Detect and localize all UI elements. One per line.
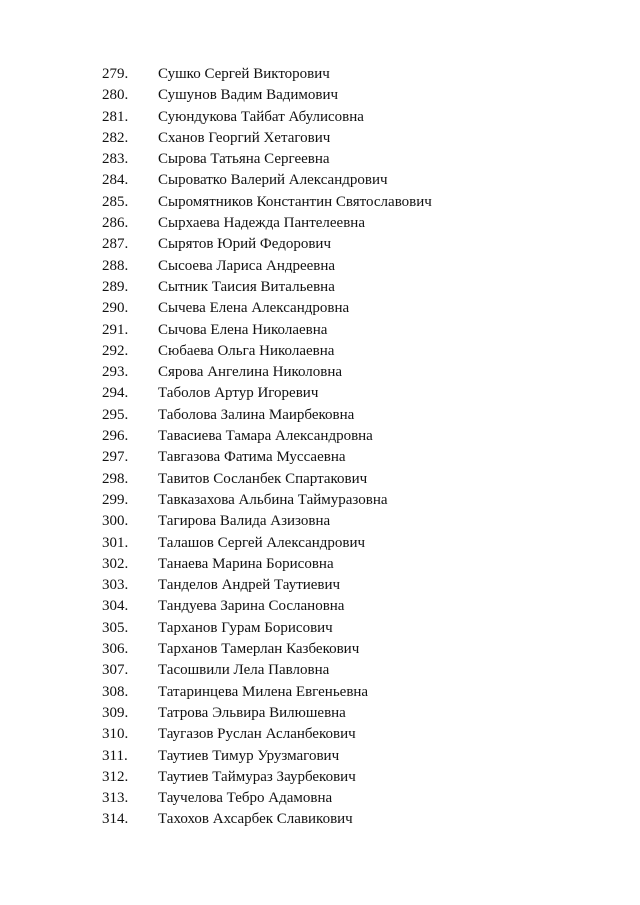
entry-number: 284. — [102, 172, 129, 189]
entry-name: Тагирова Валида Азизовна — [158, 513, 331, 530]
entry-name: Сушко Сергей Викторович — [158, 66, 330, 82]
entry-number: 292. — [102, 342, 129, 359]
list-item — [102, 234, 432, 255]
list-item — [102, 660, 432, 681]
entry-number: 307. — [102, 662, 129, 679]
list-item — [102, 788, 432, 809]
entry-name: Суюндукова Тайбат Абулисовна — [158, 108, 364, 125]
list-item — [102, 192, 432, 213]
entry-name: Сысоева Лариса Андреевна — [158, 257, 336, 274]
list-item — [102, 405, 432, 426]
entry-number: 285. — [102, 193, 129, 210]
entry-name: Тандуева Зарина Сослановна — [158, 598, 345, 615]
list-item — [102, 362, 432, 383]
entry-name: Тахохов Ахсарбек Славикович — [158, 811, 353, 828]
entry-number: 296. — [102, 428, 129, 445]
entry-name: Татрова Эльвира Вилюшевна — [158, 704, 346, 721]
list-item — [102, 596, 432, 617]
list-item — [102, 533, 432, 554]
entry-number: 305. — [102, 619, 129, 636]
entry-number: 302. — [102, 555, 129, 572]
entry-name: Сытник Таисия Витальевна — [158, 278, 335, 295]
list-item — [102, 746, 432, 767]
list-item — [102, 490, 432, 511]
entry-name: Татаринцева Милена Евгеньевна — [158, 683, 369, 700]
entry-name: Талашов Сергей Александрович — [158, 534, 366, 551]
entry-name: Тавгазова Фатима Муссаевна — [158, 449, 346, 466]
entry-number: 303. — [102, 577, 129, 594]
entry-number: 295. — [102, 406, 129, 423]
list-item — [102, 85, 432, 106]
entry-number: 286. — [102, 215, 129, 232]
entry-name: Танделов Андрей Таутиевич — [158, 577, 341, 594]
list-item — [102, 426, 432, 447]
entry-number: 310. — [102, 726, 129, 743]
list-item — [102, 469, 432, 490]
entry-number: 308. — [102, 683, 129, 700]
list-item — [102, 277, 432, 298]
entry-name: Сюбаева Ольга Николаевна — [158, 342, 335, 359]
entry-number: 283. — [102, 151, 129, 168]
entry-name: Сыроватко Валерий Александрович — [158, 172, 388, 189]
list-item — [102, 213, 432, 234]
entry-name: Тавасиева Тамара Александровна — [158, 428, 373, 445]
entry-number: 289. — [102, 278, 129, 295]
entry-name: Таутиев Тимур Урузмагович — [158, 747, 340, 764]
list-item — [102, 618, 432, 639]
entry-name: Сушунов Вадим Вадимович — [158, 87, 339, 104]
list-item — [102, 703, 432, 724]
entry-number: 313. — [102, 790, 129, 807]
entry-name: Таболов Артур Игоревич — [158, 385, 319, 402]
list-item — [102, 724, 432, 745]
list-item — [102, 682, 432, 703]
entry-name: Тавитов Сосланбек Спартакович — [158, 470, 368, 487]
entry-number: 290. — [102, 300, 129, 317]
entry-name: Тарханов Тамерлан Казбекович — [158, 641, 360, 658]
entry-number: 297. — [102, 449, 129, 466]
entry-number: 309. — [102, 704, 129, 721]
entry-name: Сханов Георгий Хетагович — [158, 129, 331, 146]
list-item — [102, 298, 432, 319]
entry-name: Сыромятников Константин Святославович — [158, 193, 432, 210]
entry-number: 299. — [102, 491, 129, 508]
entry-name: Тарханов Гурам Борисович — [158, 619, 333, 636]
list-item — [102, 149, 432, 170]
entry-name: Таболова Залина Маирбековна — [158, 406, 355, 423]
list-item — [102, 320, 432, 341]
numbered-name-list — [102, 64, 432, 831]
entry-name: Сырятов Юрий Федорович — [158, 236, 331, 253]
entry-number: 293. — [102, 364, 129, 381]
entry-name: Сырова Татьяна Сергеевна — [158, 151, 330, 168]
entry-name: Тасошвили Лела Павловна — [158, 662, 330, 679]
entry-number: 281. — [102, 108, 129, 125]
list-item — [102, 341, 432, 362]
list-item — [102, 767, 432, 788]
entry-number: 312. — [102, 768, 129, 785]
entry-name: Тавказахова Альбина Таймуразовна — [158, 491, 388, 508]
entry-number: 304. — [102, 598, 129, 615]
entry-name: Танаева Марина Борисовна — [158, 555, 334, 572]
entry-number: 314. — [102, 811, 129, 828]
entry-name: Таугазов Руслан Асланбекович — [158, 726, 356, 743]
entry-name: Таучелова Тебро Адамовна — [158, 790, 333, 807]
entry-name: Сярова Ангелина Николовна — [158, 364, 343, 381]
list-item — [102, 639, 432, 660]
list-item — [102, 128, 432, 149]
entry-name: Сычева Елена Александровна — [158, 300, 350, 317]
entry-number: 301. — [102, 534, 129, 551]
list-item — [102, 107, 432, 128]
entry-number: 311. — [102, 747, 128, 764]
entry-number: 279. — [102, 66, 129, 82]
entry-number: 306. — [102, 641, 129, 658]
list-item — [102, 511, 432, 532]
entry-number: 280. — [102, 87, 129, 104]
list-item — [102, 256, 432, 277]
entry-number: 298. — [102, 470, 129, 487]
list-item — [102, 554, 432, 575]
list-item — [102, 64, 432, 85]
entry-number: 287. — [102, 236, 129, 253]
entry-name: Сычова Елена Николаевна — [158, 321, 328, 338]
list-item — [102, 170, 432, 191]
entry-number: 291. — [102, 321, 129, 338]
list-item — [102, 447, 432, 468]
list-item — [102, 575, 432, 596]
entry-number: 294. — [102, 385, 129, 402]
list-item — [102, 809, 432, 830]
list-item — [102, 383, 432, 404]
entry-name: Сырхаева Надежда Пантелеевна — [158, 215, 365, 232]
entry-name: Таутиев Таймураз Заурбекович — [158, 768, 356, 785]
entry-number: 288. — [102, 257, 129, 274]
entry-number: 300. — [102, 513, 129, 530]
entry-number: 282. — [102, 129, 129, 146]
